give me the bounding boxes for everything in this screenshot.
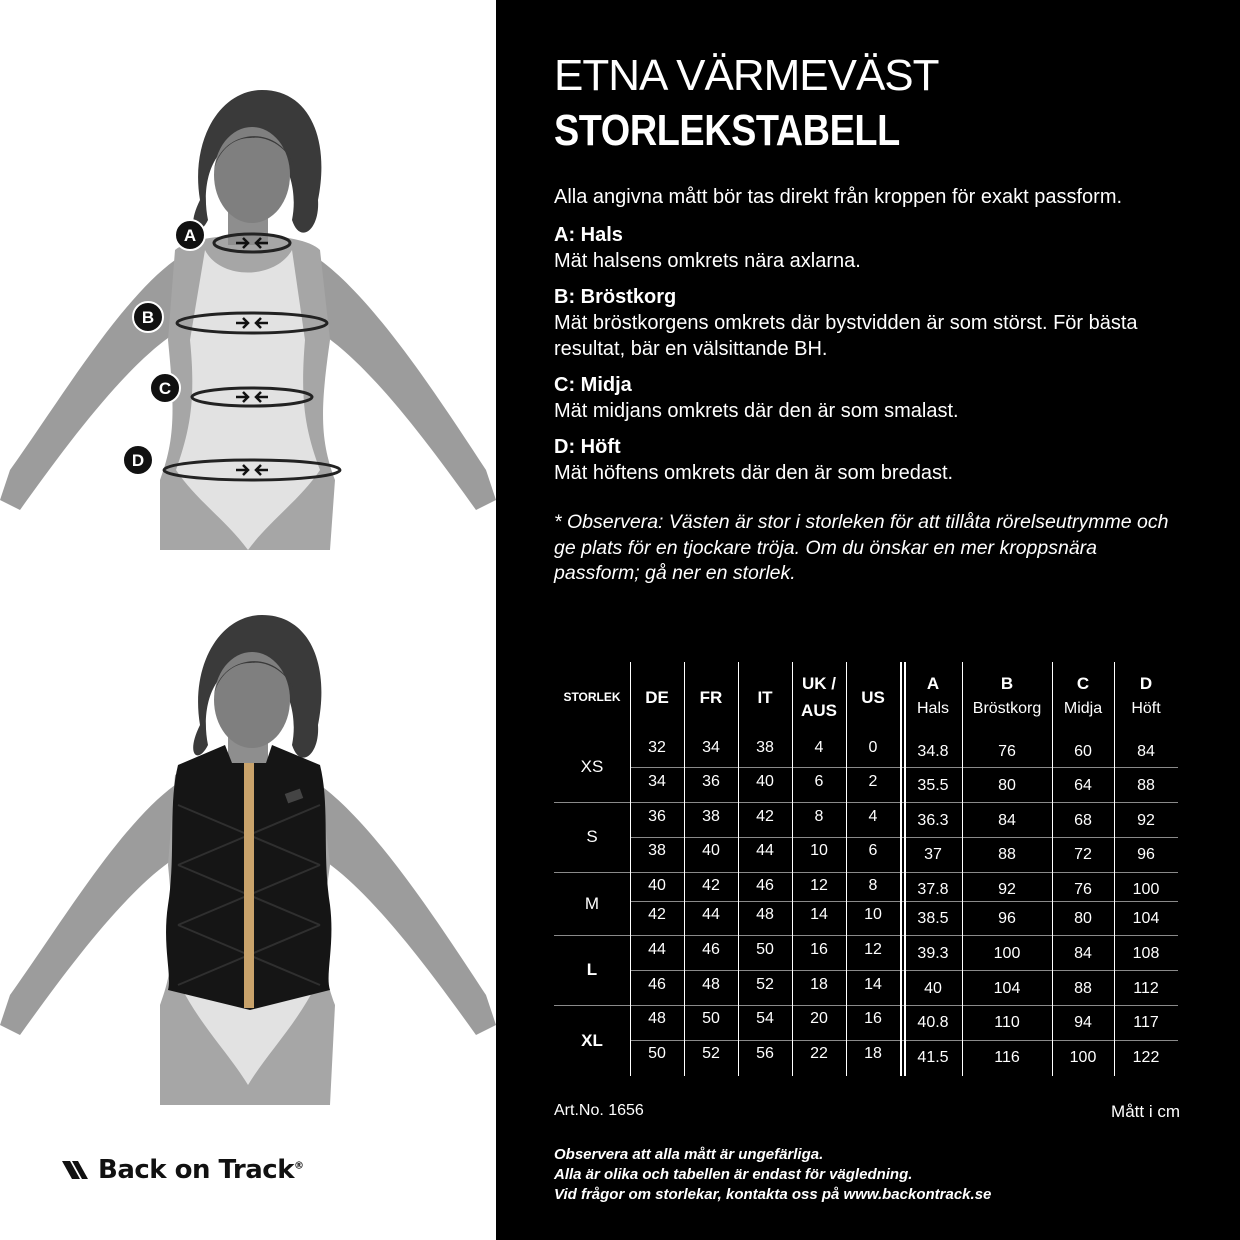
table-cell: 72 xyxy=(1074,846,1092,863)
table-cell: 110 xyxy=(994,1014,1020,1031)
badge-a xyxy=(175,220,205,250)
header-c: C Midja xyxy=(1063,674,1103,717)
measure-d-heading: D: Höft xyxy=(554,436,621,458)
measure-b xyxy=(554,284,1194,362)
table-cell: 4 xyxy=(868,808,878,825)
table-cell: 104 xyxy=(993,980,1021,997)
size-label: XL xyxy=(581,1030,603,1050)
table-cell: 38.5 xyxy=(917,910,949,927)
table-cell: 50 xyxy=(756,941,774,958)
group-divider xyxy=(554,935,1178,936)
badge-c xyxy=(150,373,180,403)
table-cell: 42 xyxy=(702,877,720,894)
table-cell: 14 xyxy=(864,976,882,993)
table-cell: 32 xyxy=(648,739,666,756)
measure-c-heading: C: Midja xyxy=(554,374,632,396)
table-cell: 14 xyxy=(810,906,828,923)
illustration-panel xyxy=(0,0,496,1240)
measure-b-heading: B: Bröstkorg xyxy=(554,286,677,308)
table-cell: 41.5 xyxy=(917,1049,949,1066)
svg-text:A: A xyxy=(183,226,197,245)
disclaimer-line: Observera att alla mått är ungefärliga. xyxy=(554,1146,824,1163)
table-cell: 42 xyxy=(756,808,774,825)
table-cell: 16 xyxy=(864,1010,882,1027)
page-title: STORLEKSTABELL xyxy=(554,106,900,155)
header-a: A Hals xyxy=(916,674,949,717)
table-cell: 6 xyxy=(868,842,878,859)
table-cell: 37 xyxy=(924,846,942,863)
table-cell: 18 xyxy=(864,1045,882,1062)
table-cell: 122 xyxy=(1132,1049,1160,1066)
table-cell: 0 xyxy=(868,739,878,756)
badge-b xyxy=(133,302,163,332)
brand-name: Back on Track® xyxy=(98,1155,304,1185)
table-cell: 96 xyxy=(1137,846,1155,863)
table-cell: 92 xyxy=(998,881,1016,898)
measurement-figure xyxy=(0,80,496,580)
table-cell: 36 xyxy=(648,808,666,825)
badge-d xyxy=(123,445,153,475)
table-cell: 52 xyxy=(756,976,774,993)
table-cell: 48 xyxy=(702,976,720,993)
table-cell: 4 xyxy=(814,739,824,756)
table-cell: 39.3 xyxy=(917,945,949,962)
table-cell: 34 xyxy=(648,773,666,790)
size-label: L xyxy=(586,960,598,979)
table-cell: 22 xyxy=(810,1045,828,1062)
table-cell: 44 xyxy=(648,941,666,958)
size-table xyxy=(554,662,1184,1076)
group-divider xyxy=(554,1005,1178,1006)
table-cell: 64 xyxy=(1074,777,1092,794)
table-cell: 38 xyxy=(648,842,666,859)
table-cell: 116 xyxy=(994,1049,1020,1066)
table-cell: 2 xyxy=(868,773,878,790)
table-cell: 46 xyxy=(702,941,720,958)
svg-text:C: C xyxy=(158,379,172,398)
product-title: ETNA VÄRMEVÄST xyxy=(554,51,939,100)
table-cell: 76 xyxy=(998,743,1016,760)
article-number: Art.No. 1656 xyxy=(554,1102,644,1119)
table-cell: 88 xyxy=(1137,777,1155,794)
table-cell: 80 xyxy=(1074,910,1092,927)
header-b: B Bröstkorg xyxy=(972,674,1042,717)
header-storlek: STORLEK xyxy=(563,690,621,704)
measure-c xyxy=(554,372,1194,424)
table-cell: 60 xyxy=(1074,743,1092,760)
table-cell: 18 xyxy=(810,976,828,993)
table-cell: 84 xyxy=(1137,743,1155,760)
vest-figure xyxy=(0,605,496,1105)
measure-c-text: Mät midjans omkrets där den är som smalast. xyxy=(554,400,959,422)
table-cell: 12 xyxy=(810,877,828,894)
table-cell: 8 xyxy=(814,808,824,825)
header-it: IT xyxy=(757,688,773,707)
table-cell: 80 xyxy=(998,777,1016,794)
size-label: M xyxy=(584,893,600,913)
table-cell: 34.8 xyxy=(917,743,949,760)
table-cell: 8 xyxy=(868,877,878,894)
table-cell: 84 xyxy=(998,812,1016,829)
group-divider xyxy=(554,802,1178,803)
table-cell: 40 xyxy=(702,842,720,859)
column-divider xyxy=(900,662,902,1076)
table-cell: 112 xyxy=(1133,980,1159,997)
table-cell: 20 xyxy=(810,1010,828,1027)
measure-a-heading: A: Hals xyxy=(554,224,623,246)
table-cell: 40.8 xyxy=(917,1014,949,1031)
brand-mark-icon xyxy=(60,1159,92,1181)
table-cell: 100 xyxy=(1069,1049,1097,1066)
unit-label: Mått i cm xyxy=(1111,1102,1180,1121)
table-cell: 46 xyxy=(648,976,666,993)
header-de: DE xyxy=(645,688,669,707)
table-cell: 108 xyxy=(1132,945,1160,962)
intro-text: Alla angivna mått bör tas direkt från kroppen för exakt passform. xyxy=(554,186,1123,208)
table-cell: 34 xyxy=(702,739,720,756)
table-cell: 76 xyxy=(1074,881,1092,898)
table-cell: 56 xyxy=(756,1045,774,1062)
table-cell: 40 xyxy=(924,980,942,997)
disclaimer-line: Vid frågor om storlekar, kontakta oss på www.backontrack.se xyxy=(554,1186,992,1203)
svg-text:B: B xyxy=(141,308,155,327)
measure-d-text: Mät höftens omkrets där den är som bredast. xyxy=(554,462,954,484)
table-cell: 104 xyxy=(1132,910,1160,927)
measure-a-text: Mät halsens omkrets nära axlarna. xyxy=(554,250,861,272)
table-cell: 6 xyxy=(814,773,824,790)
header-uk: UK / AUS xyxy=(801,674,837,720)
table-cell: 88 xyxy=(998,846,1016,863)
table-cell: 35.5 xyxy=(917,777,949,794)
table-cell: 94 xyxy=(1074,1014,1092,1031)
table-cell: 68 xyxy=(1074,812,1092,829)
table-cell: 96 xyxy=(998,910,1016,927)
table-cell: 50 xyxy=(702,1010,720,1027)
table-cell: 48 xyxy=(648,1010,666,1027)
table-cell: 48 xyxy=(756,906,774,923)
header-d: D Höft xyxy=(1131,674,1161,717)
measure-a xyxy=(554,222,1194,274)
disclaimer-line: Alla är olika och tabellen är endast för vägledning. xyxy=(554,1166,913,1183)
info-panel xyxy=(496,0,1240,1240)
table-cell: 88 xyxy=(1074,980,1092,997)
table-cell: 40 xyxy=(648,877,666,894)
svg-text:D: D xyxy=(131,451,145,470)
measure-d xyxy=(554,434,1194,486)
group-divider xyxy=(554,872,1178,873)
table-cell: 100 xyxy=(1132,881,1160,898)
measure-b-text: Mät bröstkorgens omkrets där bystvidden är som störst. För bästa resultat, bär en välsittande BH. xyxy=(554,312,1138,360)
table-cell: 54 xyxy=(756,1010,774,1027)
header-us: US xyxy=(861,688,885,707)
table-cell: 36.3 xyxy=(917,812,949,829)
table-cell: 44 xyxy=(756,842,774,859)
table-cell: 16 xyxy=(810,941,828,958)
table-cell: 100 xyxy=(993,945,1021,962)
size-label: XS xyxy=(580,757,604,776)
table-cell: 37.8 xyxy=(917,881,949,898)
brand-logo[interactable] xyxy=(60,1150,330,1190)
fit-note: * Observera: Västen är stor i storleken för att tillåta rörelseutrymme och ge plats för en tjockare tröja. Om du önskar en mer kroppsnära passform; gå ner en storlek. xyxy=(554,511,1169,584)
table-cell: 92 xyxy=(1137,812,1155,829)
table-cell: 10 xyxy=(810,842,828,859)
table-cell: 40 xyxy=(756,773,774,790)
table-cell: 84 xyxy=(1074,945,1092,962)
table-cell: 12 xyxy=(864,941,882,958)
table-cell: 44 xyxy=(702,906,720,923)
table-cell: 10 xyxy=(864,906,882,923)
table-cell: 36 xyxy=(702,773,720,790)
disclaimer xyxy=(554,1145,1194,1205)
table-cell: 38 xyxy=(702,808,720,825)
table-cell: 52 xyxy=(702,1045,720,1062)
table-cell: 117 xyxy=(1133,1014,1159,1031)
size-label: S xyxy=(586,827,598,846)
table-cell: 46 xyxy=(756,877,774,894)
table-cell: 38 xyxy=(756,739,774,756)
table-cell: 50 xyxy=(648,1045,666,1062)
table-cell: 42 xyxy=(648,906,666,923)
header-fr: FR xyxy=(699,688,723,707)
